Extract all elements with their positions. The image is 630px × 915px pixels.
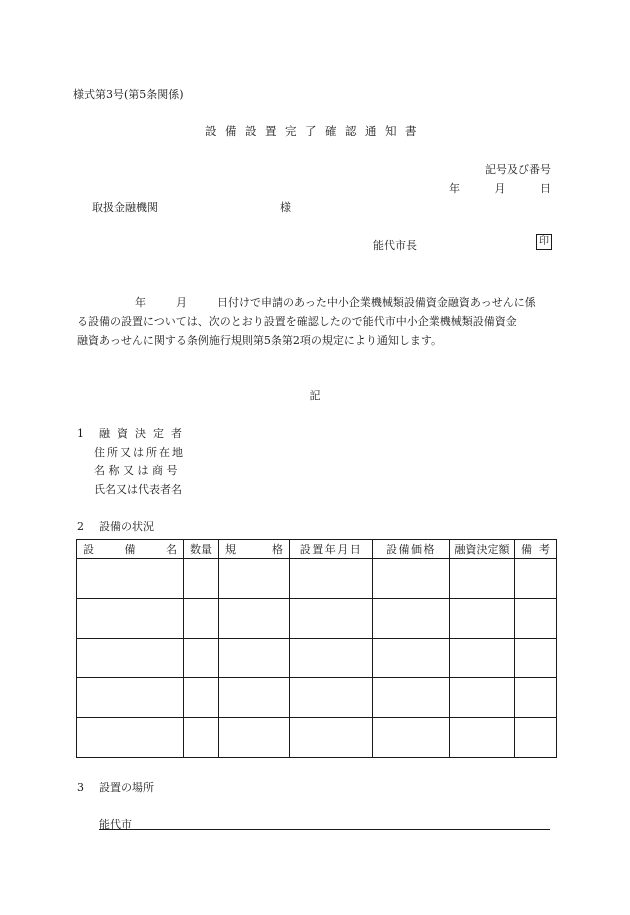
table-row xyxy=(77,678,557,718)
date-month: 月 xyxy=(494,182,506,195)
column-header-quantity: 数量 xyxy=(184,540,219,559)
section-2-title: 設備の状況 xyxy=(99,520,154,533)
section-1-number: 1 xyxy=(77,427,84,440)
table-cell xyxy=(184,559,219,599)
table-cell xyxy=(373,598,450,638)
section-2-number: 2 xyxy=(77,520,84,533)
body-year: 年 xyxy=(135,296,146,309)
table-cell xyxy=(184,638,219,678)
body-line-1-text: 日付けで申請のあった中小企業機械類設備資金融資あっせんに係 xyxy=(217,296,536,309)
table-cell xyxy=(184,598,219,638)
table-cell xyxy=(219,559,290,599)
column-header-loan-amount: 融資決定額 xyxy=(450,540,515,559)
representative-label: 氏名又は代表者名 xyxy=(94,483,182,496)
table-header-row xyxy=(77,540,557,559)
location-value: 能代市 xyxy=(99,818,132,831)
date-year: 年 xyxy=(449,182,460,195)
column-header-spec: 規 格 xyxy=(219,540,290,559)
body-line-1 xyxy=(77,293,557,312)
column-header-price: 設備価格 xyxy=(373,540,450,559)
recipient-label: 取扱金融機関 xyxy=(92,201,158,214)
table-cell xyxy=(77,638,184,678)
table-cell xyxy=(373,678,450,718)
reference-number-label: 記号及び番号 xyxy=(485,163,551,176)
table-cell xyxy=(290,678,373,718)
section-3-heading xyxy=(77,779,154,795)
table-cell xyxy=(184,718,219,758)
table-cell xyxy=(77,678,184,718)
form-number: 様式第3号(第5条関係) xyxy=(73,88,184,101)
table-cell xyxy=(450,678,515,718)
section-3-title: 設置の場所 xyxy=(99,781,154,794)
table-cell xyxy=(219,638,290,678)
body-line-3: 融資あっせんに関する条例施行規則第5条第2項の規定により通知します。 xyxy=(77,334,443,347)
table-cell xyxy=(77,718,184,758)
notice-body xyxy=(77,293,557,350)
table-cell xyxy=(373,638,450,678)
table-cell xyxy=(515,598,557,638)
body-line-2: る設備の設置については、次のとおり設置を確認したので能代市中小企業機械類設備資金 xyxy=(77,315,517,328)
table-cell xyxy=(515,559,557,599)
table-cell xyxy=(290,559,373,599)
table-cell xyxy=(450,559,515,599)
section-1-heading xyxy=(77,425,189,441)
table-cell xyxy=(373,718,450,758)
body-month: 月 xyxy=(176,296,187,309)
table-cell xyxy=(515,638,557,678)
table-cell xyxy=(450,638,515,678)
column-header-equipment: 設 備 名 xyxy=(77,540,184,559)
column-header-remarks: 備 考 xyxy=(515,540,557,559)
company-name-label: 名称又は商号 xyxy=(94,464,181,477)
table-cell xyxy=(290,598,373,638)
table-cell xyxy=(515,678,557,718)
ki-heading: 記 xyxy=(309,389,321,402)
table-row xyxy=(77,638,557,678)
column-header-install-date: 設置年月日 xyxy=(290,540,373,559)
table-cell xyxy=(219,718,290,758)
section-2-heading xyxy=(77,518,154,534)
table-row xyxy=(77,718,557,758)
table-cell xyxy=(77,559,184,599)
issue-date xyxy=(449,180,551,196)
table-cell xyxy=(184,678,219,718)
table-row xyxy=(77,559,557,599)
table-cell xyxy=(77,598,184,638)
table-cell xyxy=(450,718,515,758)
table-cell xyxy=(373,559,450,599)
seal-mark: 印 xyxy=(536,234,552,250)
table-cell xyxy=(515,718,557,758)
table-cell xyxy=(219,598,290,638)
table-cell xyxy=(219,678,290,718)
honorific: 様 xyxy=(280,201,291,214)
date-day: 日 xyxy=(540,182,551,195)
table-cell xyxy=(290,718,373,758)
address-label: 住所又は所在地 xyxy=(94,446,185,459)
section-1-title: 融資決定者 xyxy=(99,427,189,440)
table-cell xyxy=(450,598,515,638)
table-cell xyxy=(290,638,373,678)
equipment-table xyxy=(76,539,557,758)
location-underline xyxy=(99,829,550,830)
sender-label: 能代市長 xyxy=(373,239,417,252)
table-row xyxy=(77,598,557,638)
section-3-number: 3 xyxy=(77,781,84,794)
document-title: 設備設置完了確認通知書 xyxy=(205,124,425,138)
